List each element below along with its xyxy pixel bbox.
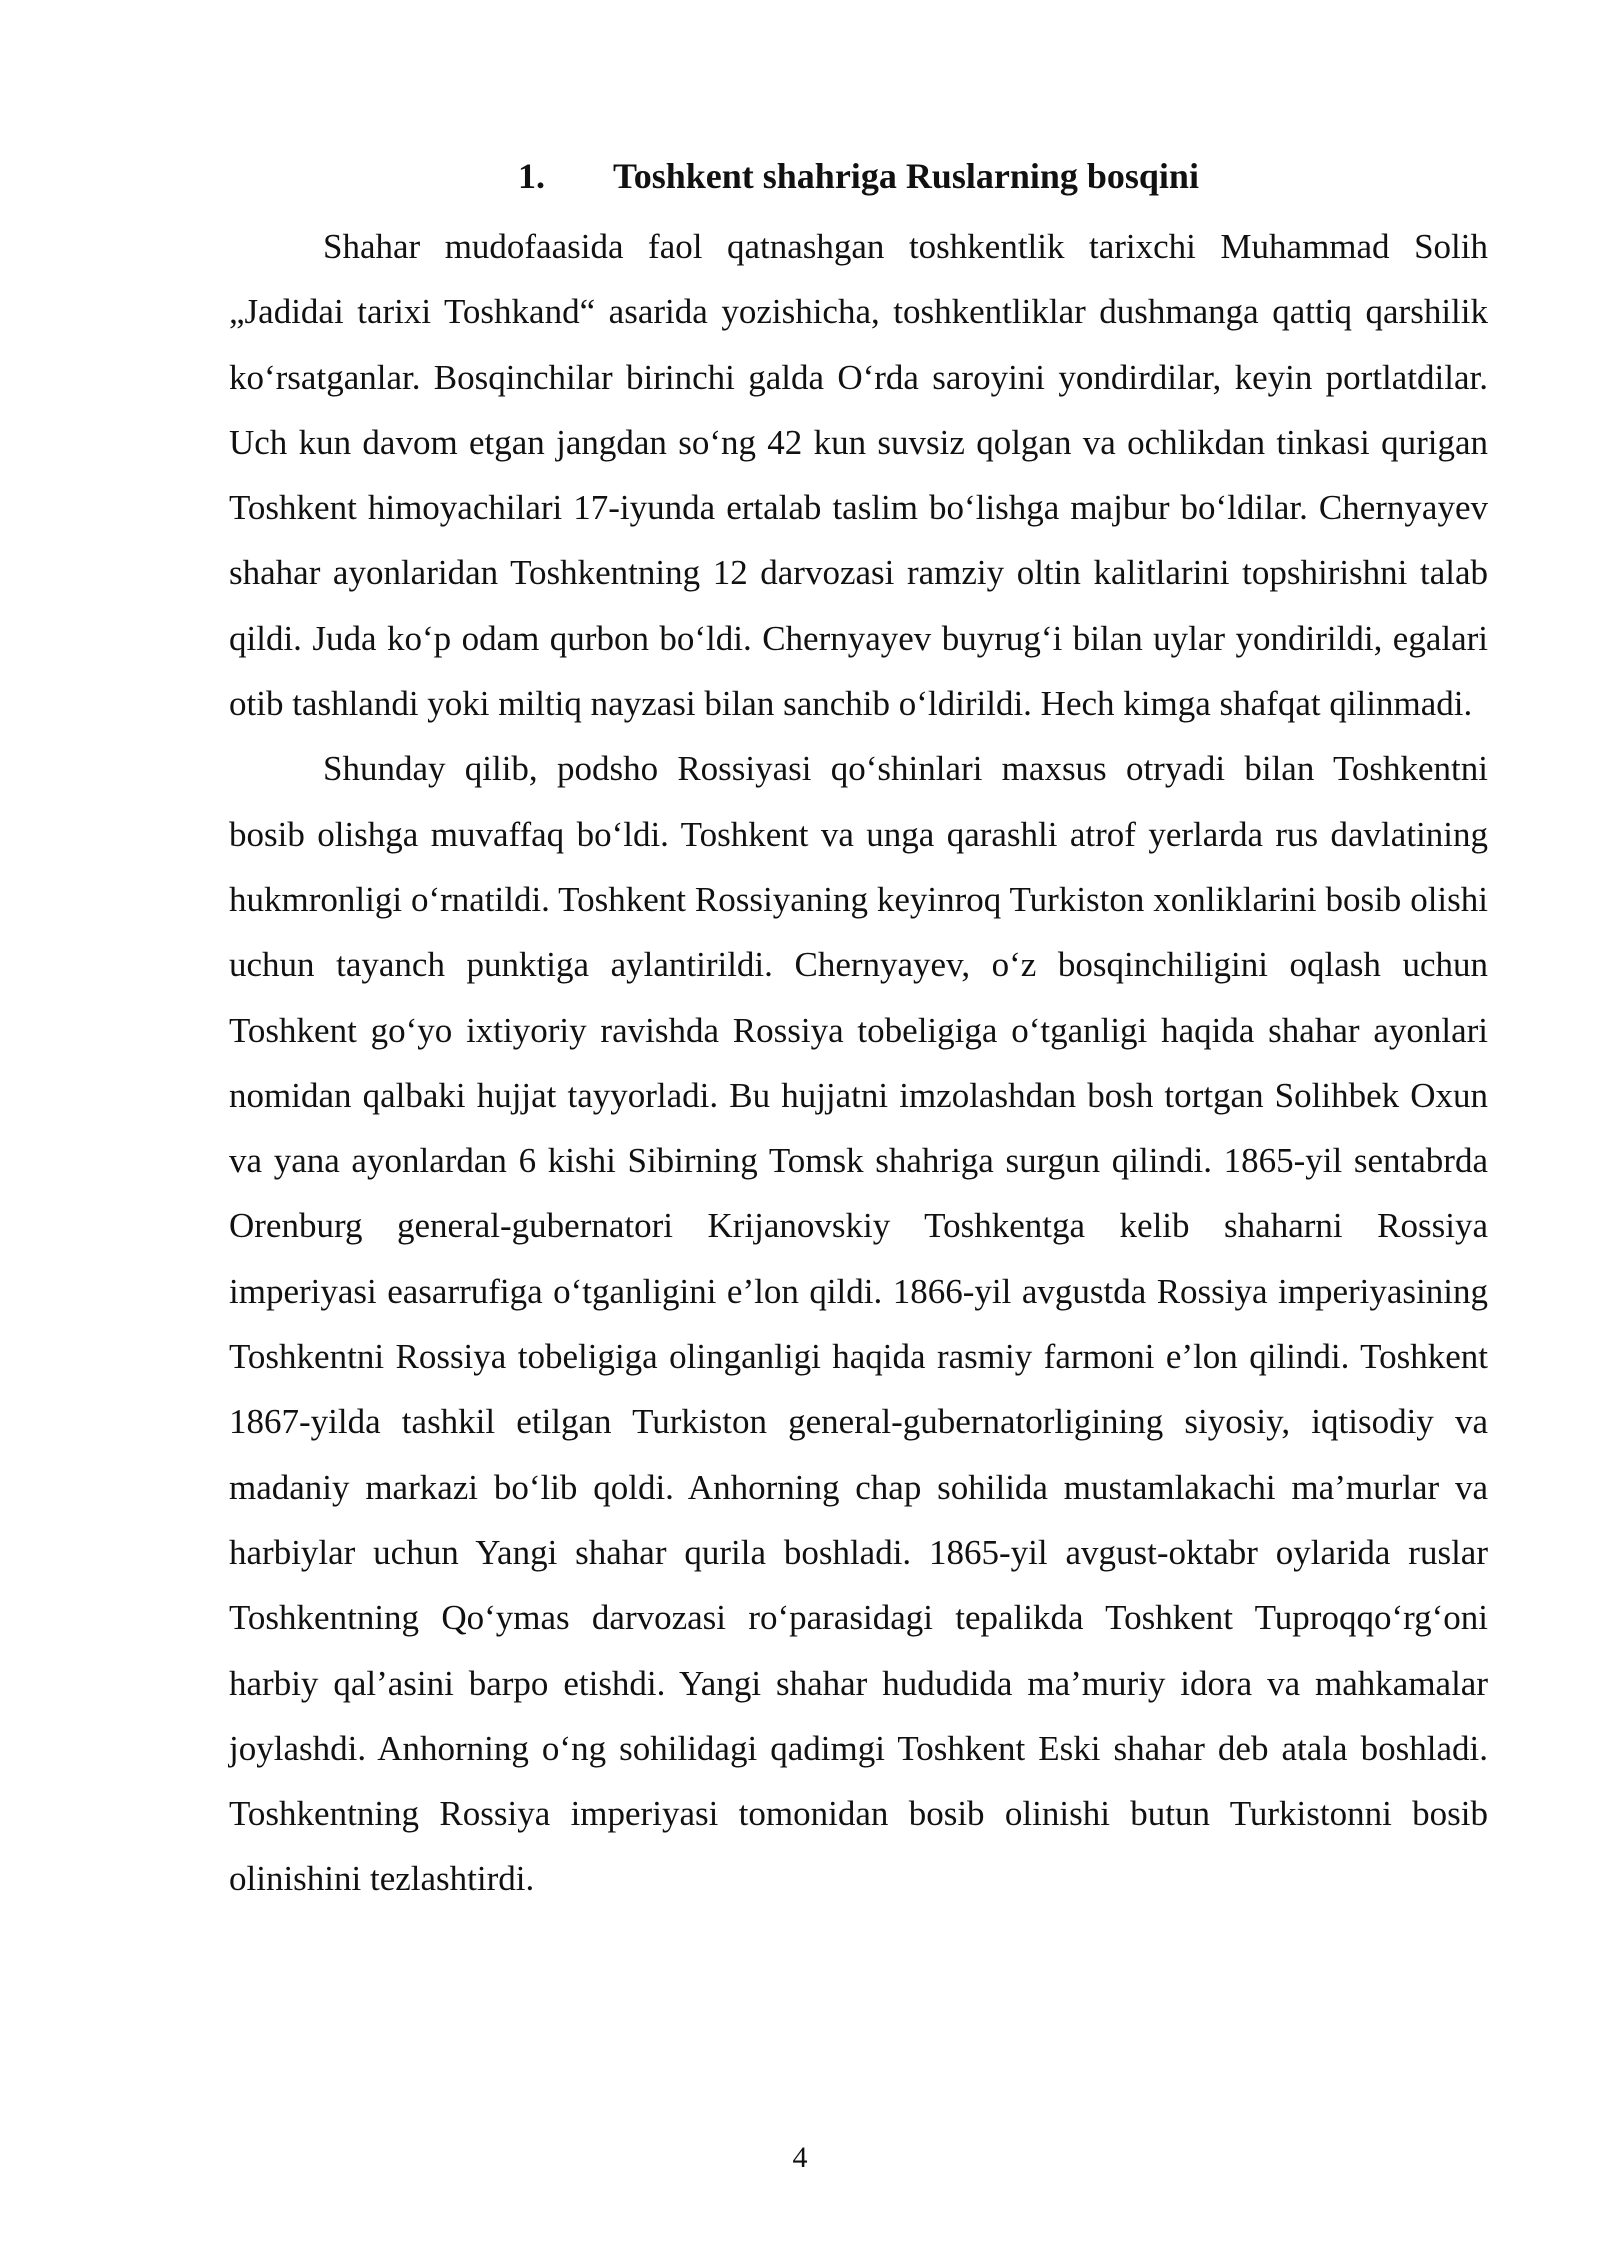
paragraph: Shunday qilib, podsho Rossiyasi qo‘shinlari maxsus otryadi bilan Toshkentni bosib olishga muvaffaq bo‘ldi. Toshkent va unga qarashli atrof yerlarda rus davlatining hukmronligi o‘rnatildi. Toshkent Rossiyaning keyinroq Turkiston xonliklarini bosib olishi uchun tayanch punktiga aylantirildi. Chernyayev, o‘z bosqinchiligini oqlash uchun Toshkent go‘yo ixtiyoriy ravishda Rossiya tobeligiga o‘tganligi haqida shahar ayonlari nomidan qalbaki hujjat tayyorladi. Bu hujjatni imzolashdan bosh tortgan Solihbek Oxun va yana ayonlardan 6 kishi Sibirning Tomsk shahriga surgun qilindi. 1865-yil sentabrda Orenburg general-gubernatori Krijanovskiy Toshkentga kelib shaharni Rossiya imperiyasi easarrufiga o‘tganligini e’lon qildi. 1866-yil avgustda Rossiya imperiyasining Toshkentni Rossiya tobeligiga olinganligi haqida rasmiy farmoni e’lon qilindi. Toshkent 1867-yilda tashkil etilgan Turkiston general-gubernatorligining siyosiy, iqtisodiy va madaniy markazi bo‘lib qoldi. Anhorning chap sohilida mustamlakachi ma’murlar va harbiylar uchun Yangi shahar qurila boshladi. 1865-yil avgust-oktabr oylarida ruslar Toshkentning Qo‘ymas darvozasi ro‘parasidagi tepalikda Toshkent Tuproqqo‘rg‘oni harbiy qal’asini barpo etishdi. Yangi shahar hududida ma’muriy idora va mahkamalar joylashdi. Anhorning o‘ng sohilidagi qadimgi Toshkent Eski shahar deb atala boshladi. Toshkentning Rossiya imperiyasi tomonidan bosib olinishi butun Turkistonni bosib olinishini tezlashtirdi. [229,749,1488,1899]
document-page [229,148,1488,1912]
section-title: Toshkent shahriga Ruslarning bosqini [613,156,1199,196]
paragraph: Shahar mudofaasida faol qatnashgan toshkentlik tarixchi Muhammad Solih „Jadidai tarixi Toshkand“ asarida yozishicha, toshkentliklar dushmanga qattiq qarshilik ko‘rsatganlar. Bosqinchilar birinchi galda O‘rda saroyini yondirdilar, keyin portlatdilar. Uch kun davom etgan jangdan so‘ng 42 kun suvsiz qolgan va ochlikdan tinkasi qurigan Toshkent himoyachilari 17-iyunda ertalab taslim bo‘lishga majbur bo‘ldilar. Chernyayev shahar ayonlaridan Toshkentning 12 darvozasi ramziy oltin kalitlarini topshirishni talab qildi. Juda ko‘p odam qurbon bo‘ldi. Chernyayev buyrug‘i bilan uylar yondirildi, egalari otib tashlandi yoki miltiq nayzasi bilan sanchib o‘ldirildi. Hech kimga shafqat qilinmadi. [229,227,1488,724]
page-number: 4 [792,2141,808,2174]
section-heading [229,148,1488,204]
section-number: 1. [518,156,546,196]
